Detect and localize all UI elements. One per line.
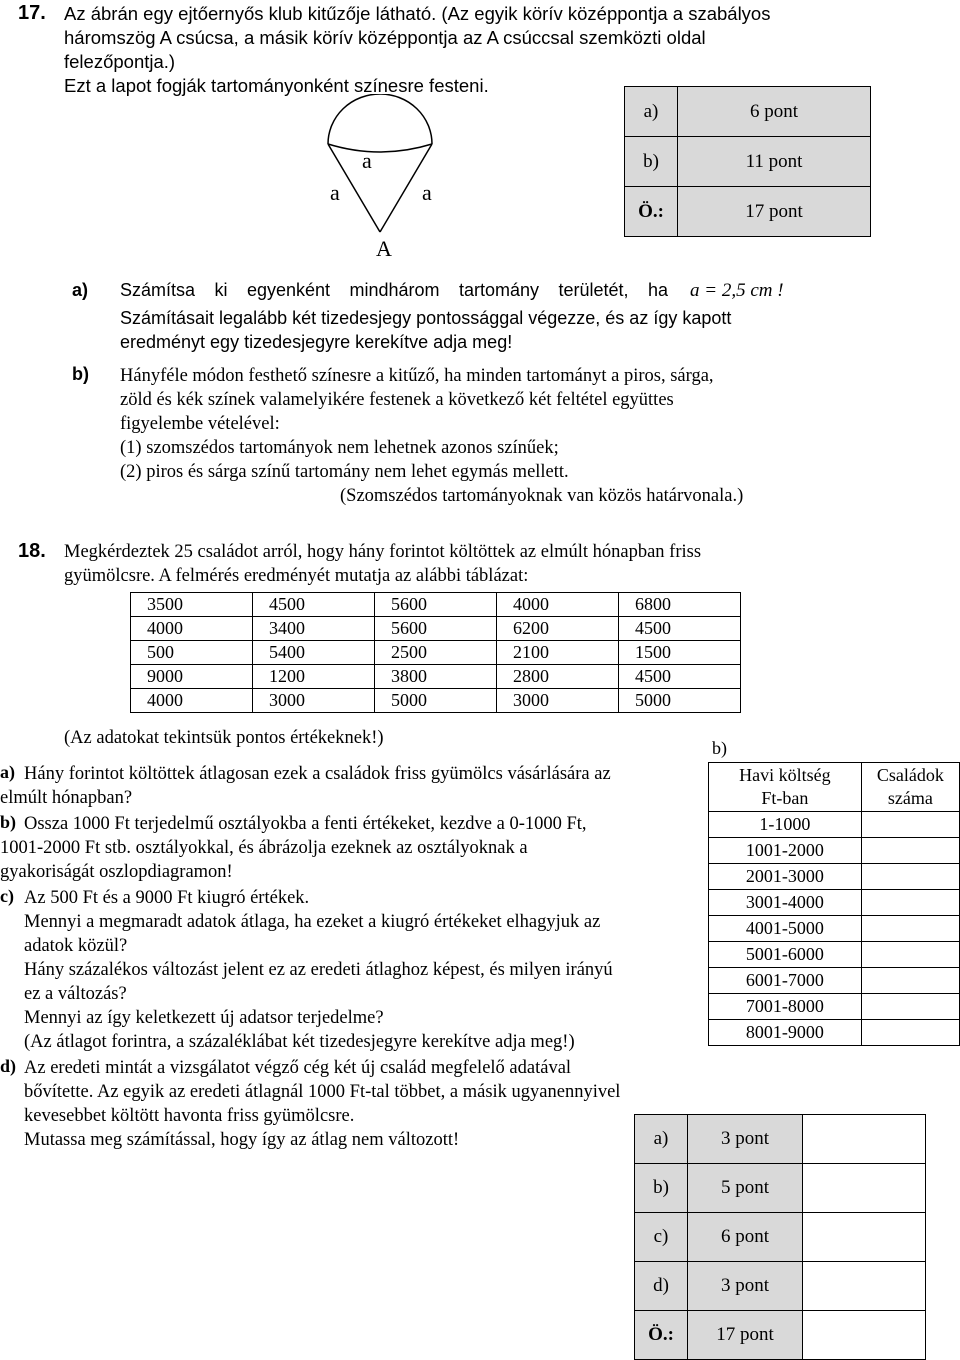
problem-18-d-label: d) bbox=[0, 1056, 17, 1076]
count-cell[interactable] bbox=[861, 916, 959, 942]
count-cell[interactable] bbox=[861, 812, 959, 838]
problem-18-b-label: b) bbox=[0, 812, 17, 832]
problem-18-d-line-2: bővítette. Az egyik az eredeti átlagnál 1000 Ft-tal többet, a másik ugyanennyivel bbox=[24, 1082, 621, 1102]
count-cell[interactable] bbox=[861, 864, 959, 890]
problem-17-intro-line-4: Ezt a lapot fogják tartományonként színesre festeni. bbox=[64, 75, 489, 96]
table-cell: 6200 bbox=[497, 617, 619, 641]
score-points: 6 pont bbox=[678, 87, 871, 137]
table-row bbox=[709, 916, 960, 942]
badge-arc-inner bbox=[328, 144, 432, 152]
table-cell: 3400 bbox=[253, 617, 375, 641]
table-row bbox=[709, 812, 960, 838]
range-cell: 5001-6000 bbox=[709, 942, 862, 968]
problem-17-a-line-3: eredményt egy tizedesjegyre kerekítve adja meg! bbox=[120, 332, 513, 352]
table-cell: 1200 bbox=[253, 665, 375, 689]
table-cell: 3500 bbox=[131, 593, 253, 617]
table-cell: 9000 bbox=[131, 665, 253, 689]
table-cell: 5000 bbox=[619, 689, 741, 713]
score-blank[interactable] bbox=[803, 1213, 926, 1262]
table-row bbox=[131, 593, 741, 617]
score-row bbox=[635, 1262, 926, 1311]
problem-18-a-label: a) bbox=[0, 762, 15, 782]
header-count-line-2: száma bbox=[887, 788, 933, 808]
problem-17-b-line-5: (2) piros és sárga színű tartomány nem lehet egymás mellett. bbox=[120, 462, 569, 482]
table-cell: 5000 bbox=[375, 689, 497, 713]
score-row bbox=[625, 137, 871, 187]
score-points: 3 pont bbox=[688, 1262, 803, 1311]
header-count-cell bbox=[861, 763, 959, 812]
score-label: Ö.: bbox=[625, 187, 678, 237]
count-cell[interactable] bbox=[861, 838, 959, 864]
problem-18-a-line-1: Hány forintot költöttek átlagosan ezek a családok friss gyümölcs vásárlására az bbox=[24, 764, 611, 784]
problem-18-intro-line-2: gyümölcsre. A felmérés eredményét mutatja az alábbi táblázat: bbox=[64, 566, 529, 586]
table-cell: 2100 bbox=[497, 641, 619, 665]
score-points: 17 pont bbox=[688, 1311, 803, 1360]
table-cell: 3000 bbox=[497, 689, 619, 713]
figure-label-right: a bbox=[422, 180, 432, 205]
table-row bbox=[709, 942, 960, 968]
score-blank[interactable] bbox=[803, 1262, 926, 1311]
badge-arc-top bbox=[328, 94, 432, 144]
count-cell[interactable] bbox=[861, 968, 959, 994]
problem-17-b-line-6: (Szomszédos tartományoknak van közös határvonala.) bbox=[340, 486, 744, 506]
count-cell[interactable] bbox=[861, 890, 959, 916]
figure-label-vertex: A bbox=[376, 236, 392, 261]
frequency-table bbox=[708, 762, 960, 1046]
range-cell: 1001-2000 bbox=[709, 838, 862, 864]
score-points: 3 pont bbox=[688, 1115, 803, 1164]
table-row bbox=[131, 641, 741, 665]
score-row bbox=[635, 1213, 926, 1262]
table-cell: 1500 bbox=[619, 641, 741, 665]
problem-17-a-formula: a = 2,5 cm ! bbox=[690, 280, 784, 301]
header-cost-line-1: Havi költség bbox=[739, 765, 831, 785]
problem-17-a-label: a) bbox=[72, 280, 89, 300]
count-cell[interactable] bbox=[861, 994, 959, 1020]
count-cell[interactable] bbox=[861, 942, 959, 968]
score-label: c) bbox=[635, 1213, 688, 1262]
problem-18-number: 18. bbox=[18, 540, 46, 562]
score-row bbox=[625, 187, 871, 237]
problem-18-a-line-2: elmúlt hónapban? bbox=[0, 788, 133, 808]
table-row bbox=[709, 994, 960, 1020]
problem-17-b-label: b) bbox=[72, 364, 89, 384]
score-row bbox=[635, 1164, 926, 1213]
table-cell: 4000 bbox=[131, 617, 253, 641]
problem-18-d-line-4: Mutassa meg számítással, hogy így az átlag nem változott! bbox=[24, 1130, 460, 1150]
range-cell: 4001-5000 bbox=[709, 916, 862, 942]
range-cell: 8001-9000 bbox=[709, 1020, 862, 1046]
problem-17-score-table bbox=[624, 86, 871, 237]
header-cost-line-2: Ft-ban bbox=[761, 788, 809, 808]
problem-17-b-line-2: zöld és kék színek valamelyikére festenek a következő két feltétel együttes bbox=[120, 390, 674, 410]
problem-18-c-line-2: Mennyi a megmaradt adatok átlaga, ha ezeket a kiugró értékeket elhagyjuk az bbox=[24, 912, 601, 932]
table-row bbox=[709, 890, 960, 916]
table-cell: 2800 bbox=[497, 665, 619, 689]
problem-18-d-line-1: Az eredeti mintát a vizsgálatot végző cég két új család megfelelő adatával bbox=[24, 1058, 572, 1078]
freq-table-label: b) bbox=[712, 738, 727, 758]
problem-18-c-line-3: adatok közül? bbox=[24, 936, 128, 956]
table-row bbox=[131, 689, 741, 713]
spending-data-table bbox=[130, 592, 741, 713]
score-row bbox=[635, 1115, 926, 1164]
score-row bbox=[635, 1311, 926, 1360]
problem-18-c-line-4: Hány százalékos változást jelent ez az eredeti átlaghoz képest, és milyen irányú bbox=[24, 960, 613, 980]
problem-17-a-line-2: Számításait legalább két tizedesjegy pontossággal végezze, és az így kapott bbox=[120, 308, 732, 328]
problem-17-b-line-4: (1) szomszédos tartományok nem lehetnek azonos színűek; bbox=[120, 438, 559, 458]
problem-18-c-label: c) bbox=[0, 886, 14, 906]
problem-18-intro-line-1: Megkérdeztek 25 családot arról, hogy hány forintot költöttek az elmúlt hónapban friss bbox=[64, 542, 702, 562]
range-cell: 7001-8000 bbox=[709, 994, 862, 1020]
table-cell: 4000 bbox=[131, 689, 253, 713]
score-points: 17 pont bbox=[678, 187, 871, 237]
header-count-line-1: Családok bbox=[876, 765, 944, 785]
header-cost-cell bbox=[709, 763, 862, 812]
problem-18-score-table bbox=[634, 1114, 926, 1360]
score-label: Ö.: bbox=[635, 1311, 688, 1360]
problem-18-b-line-1: Ossza 1000 Ft terjedelmű osztályokba a fenti értékeket, kezdve a 0-1000 Ft, bbox=[24, 814, 587, 834]
range-cell: 2001-3000 bbox=[709, 864, 862, 890]
score-row bbox=[625, 87, 871, 137]
table-row bbox=[131, 665, 741, 689]
table-cell: 5600 bbox=[375, 617, 497, 641]
table-cell: 3800 bbox=[375, 665, 497, 689]
range-cell: 1-1000 bbox=[709, 812, 862, 838]
score-label: b) bbox=[635, 1164, 688, 1213]
problem-17-b-line-1: Hányféle módon festhető színesre a kitűző, ha minden tartományt a piros, sárga, bbox=[120, 366, 714, 386]
table-row bbox=[709, 864, 960, 890]
table-cell: 3000 bbox=[253, 689, 375, 713]
table-cell: 2500 bbox=[375, 641, 497, 665]
problem-18-b-line-3: gyakoriságát oszlopdiagramon! bbox=[0, 862, 233, 882]
problem-18-d-line-3: kevesebbet költött havonta friss gyümölcsre. bbox=[24, 1106, 355, 1126]
problem-18-c-line-1: Az 500 Ft és a 9000 Ft kiugró értékek. bbox=[24, 888, 310, 908]
score-blank[interactable] bbox=[803, 1311, 926, 1360]
figure-label-left: a bbox=[330, 180, 340, 205]
range-cell: 6001-7000 bbox=[709, 968, 862, 994]
table-row bbox=[709, 968, 960, 994]
score-blank[interactable] bbox=[803, 1164, 926, 1213]
score-blank[interactable] bbox=[803, 1115, 926, 1164]
table-header-row bbox=[709, 763, 960, 812]
table-cell: 500 bbox=[131, 641, 253, 665]
problem-17-b-line-3: figyelembe vételével: bbox=[120, 414, 280, 434]
score-points: 5 pont bbox=[688, 1164, 803, 1213]
figure-label-top: a bbox=[362, 148, 372, 173]
table-cell: 5400 bbox=[253, 641, 375, 665]
problem-18-c-line-7: (Az átlagot forintra, a százaléklábat két tizedesjegyre kerekítve adja meg!) bbox=[24, 1032, 575, 1052]
problem-18-c-line-6: Mennyi az így keletkezett új adatsor terjedelme? bbox=[24, 1008, 384, 1028]
problem-17-intro-line-2: háromszög A csúcsa, a másik körív középpontja az A csúccsal szemközti oldal bbox=[64, 27, 706, 48]
score-label: a) bbox=[625, 87, 678, 137]
table-cell: 4500 bbox=[619, 665, 741, 689]
table-cell: 4500 bbox=[253, 593, 375, 617]
score-points: 6 pont bbox=[688, 1213, 803, 1262]
count-cell[interactable] bbox=[861, 1020, 959, 1046]
table-cell: 5600 bbox=[375, 593, 497, 617]
score-label: a) bbox=[635, 1115, 688, 1164]
problem-18-note: (Az adatokat tekintsük pontos értékeknek!) bbox=[64, 728, 384, 748]
range-cell: 3001-4000 bbox=[709, 890, 862, 916]
problem-17-intro-line-1: Az ábrán egy ejtőernyős klub kitűzője látható. (Az egyik körív középpontja a szabályos bbox=[64, 3, 771, 24]
problem-18-c-line-5: ez a változás? bbox=[24, 984, 127, 1004]
score-label: d) bbox=[635, 1262, 688, 1311]
score-points: 11 pont bbox=[678, 137, 871, 187]
score-label: b) bbox=[625, 137, 678, 187]
problem-17-a-line-1: Számítsa ki egyenként mindhárom tartomány területét, ha bbox=[120, 280, 668, 300]
problem-17-number: 17. bbox=[18, 2, 46, 24]
table-cell: 4500 bbox=[619, 617, 741, 641]
table-row bbox=[131, 617, 741, 641]
table-row bbox=[709, 1020, 960, 1046]
table-row bbox=[709, 838, 960, 864]
problem-17-intro-line-3: felezőpontja.) bbox=[64, 51, 176, 72]
problem-18-b-line-2: 1001-2000 Ft stb. osztályokkal, és ábrázolja ezeknek az osztályoknak a bbox=[0, 838, 528, 858]
table-cell: 4000 bbox=[497, 593, 619, 617]
table-cell: 6800 bbox=[619, 593, 741, 617]
